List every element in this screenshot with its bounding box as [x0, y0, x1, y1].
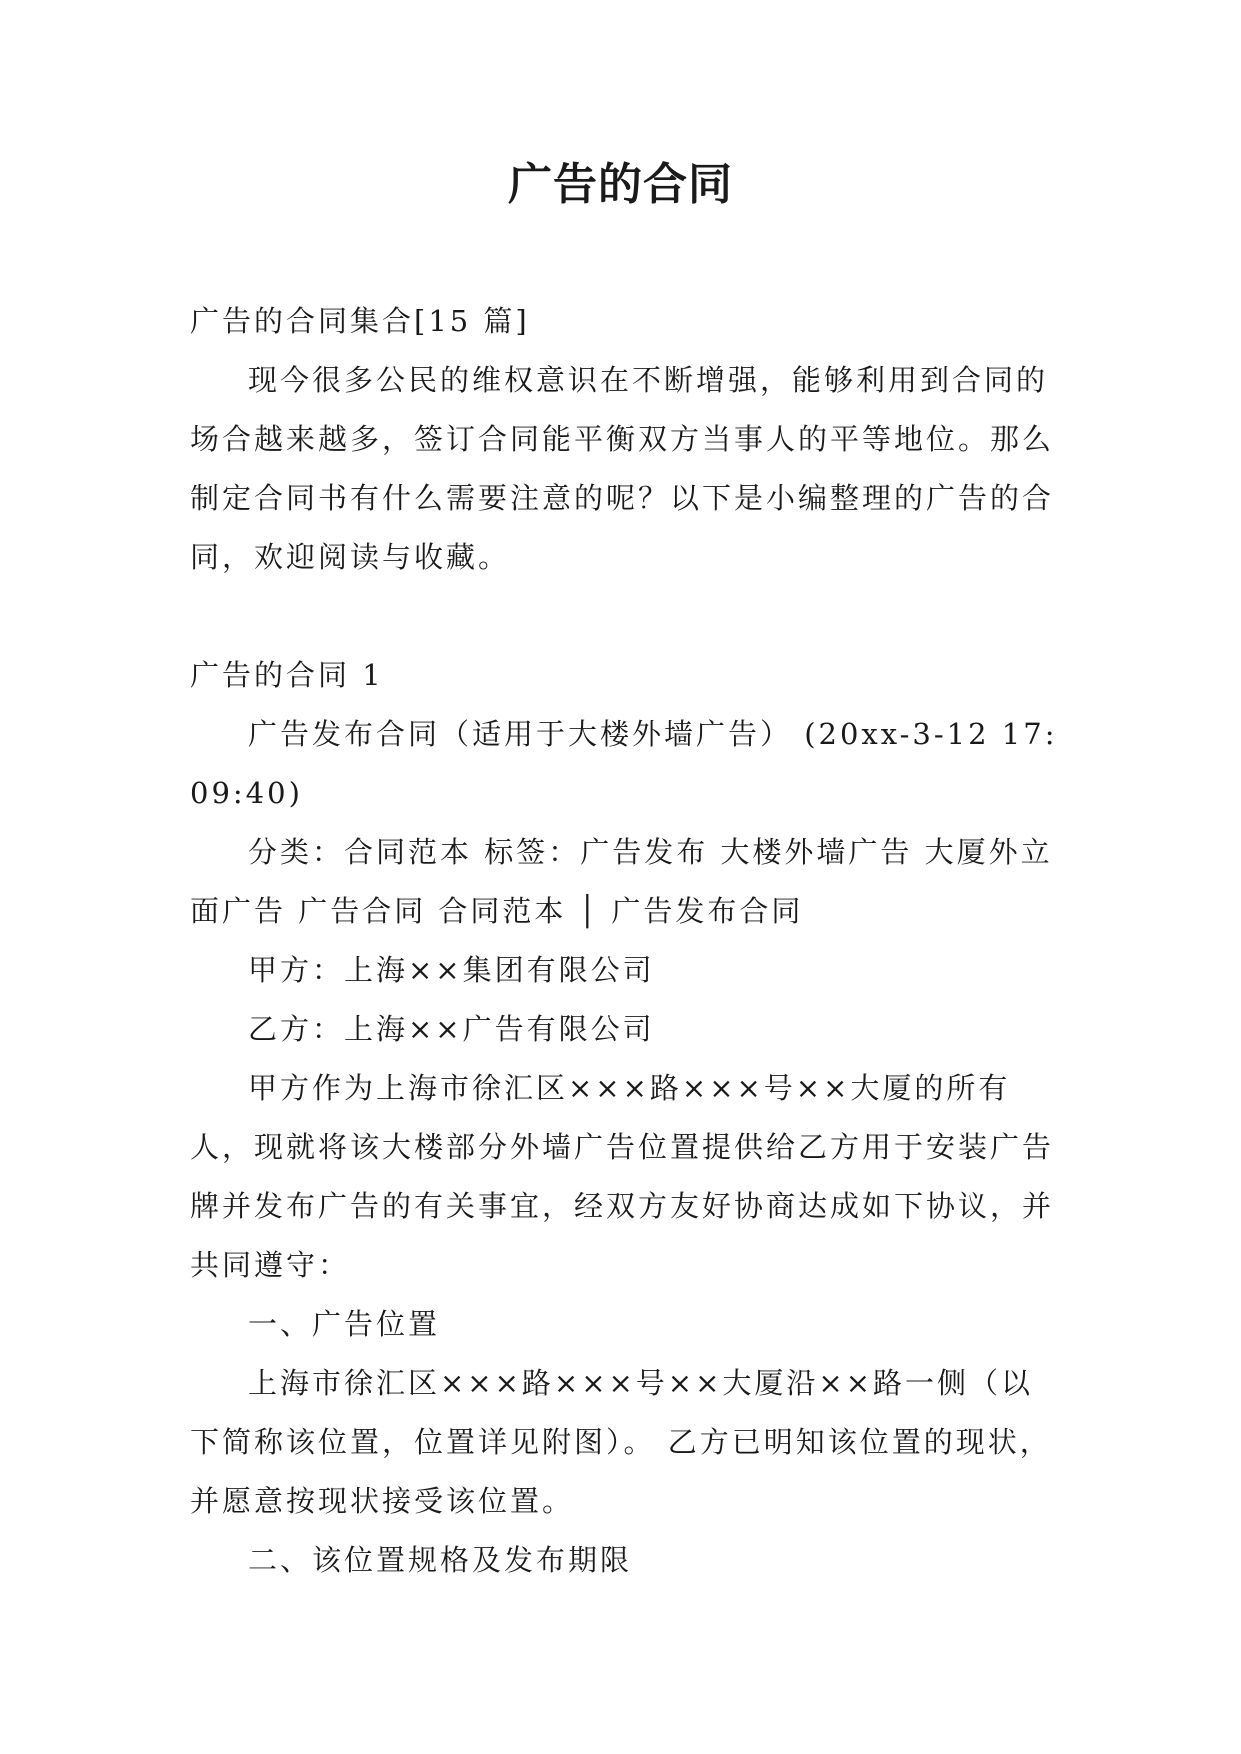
preamble-paragraph: 甲方作为上海市徐汇区×××路×××号××大厦的所有人，现就将该大楼部分外墙广告位置提供给乙方用于安装广告牌并发布广告的有关事宜，经双方友好协商达成如下协议，并共同遵守： — [190, 1071, 1055, 1282]
document-body — [190, 292, 1058, 1590]
clause-heading: 一、广告位置 — [248, 1307, 441, 1341]
party-b: 乙方：上海××广告有限公司 — [248, 1012, 655, 1046]
party-a: 甲方：上海××集团有限公司 — [248, 953, 655, 987]
clause-text: 上海市徐汇区×××路×××号××大厦沿××路一侧（以下简称该位置，位置详见附图）。 乙方已明知该位置的现状，并愿意按现状接受该位置。 — [190, 1366, 1052, 1518]
section-heading: 广告的合同 1 — [190, 658, 384, 692]
collection-subtitle: 广告的合同集合[15 篇] — [190, 304, 530, 338]
category-tags: 分类：合同范本 标签：广告发布 大楼外墙广告 大厦外立面广告 广告合同 合同范本 │ 广告发布合同 — [190, 835, 1053, 928]
clause-heading: 二、该位置规格及发布期限 — [248, 1543, 633, 1577]
intro-paragraph: 现今很多公民的维权意识在不断增强，能够利用到合同的场合越来越多，签订合同能平衡双方当事人的平等地位。那么制定合同书有什么需要注意的呢？以下是小编整理的广告的合同，欢迎阅读与收藏。 — [190, 363, 1055, 574]
contract-title: 广告发布合同（适用于大楼外墙广告） (20xx-3-12 17:09:40) — [190, 717, 1058, 810]
paragraph-spacer — [190, 587, 1058, 646]
document-title: 广告的合同 — [508, 159, 733, 210]
